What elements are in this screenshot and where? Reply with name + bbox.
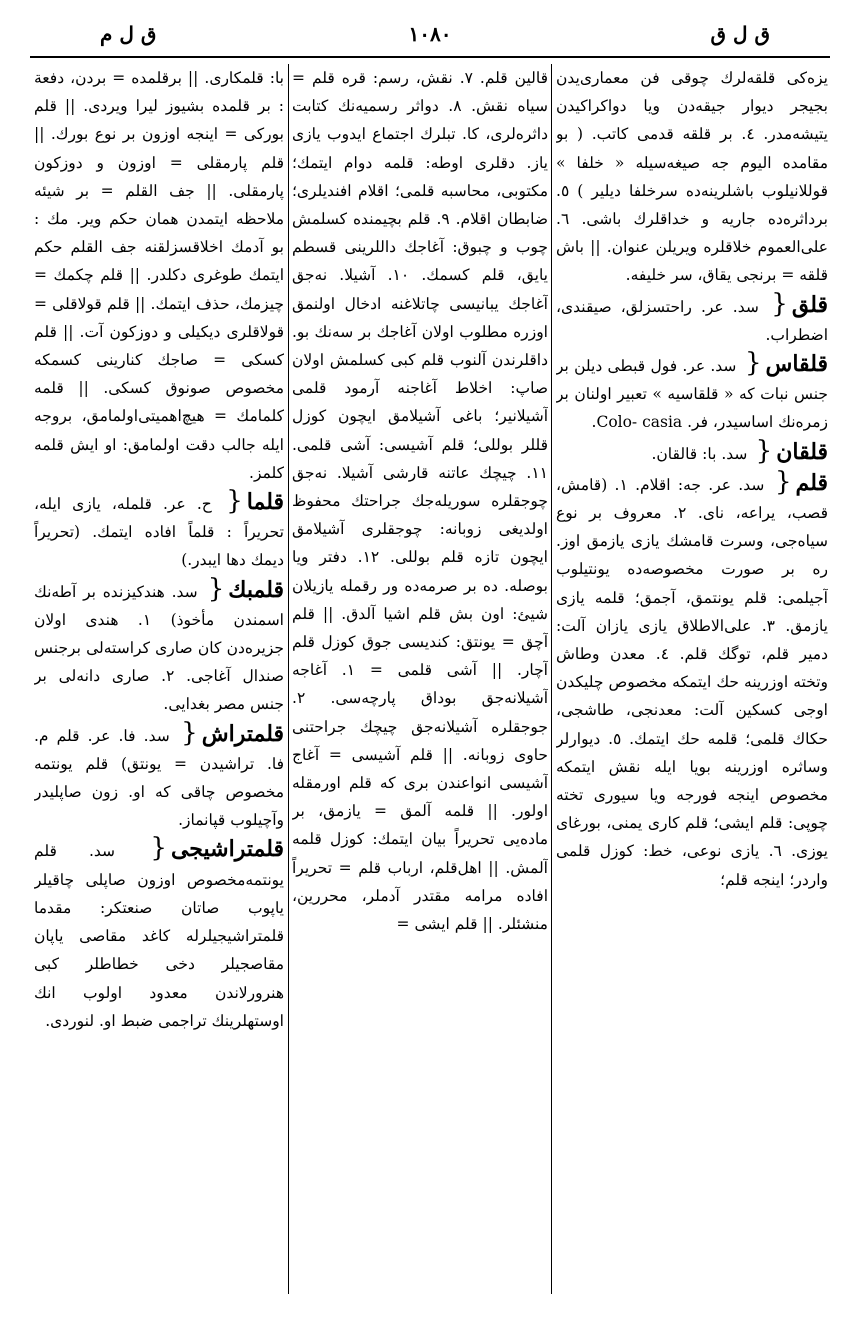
entry-headword: قلقاس [765, 351, 828, 378]
page-header [30, 22, 830, 50]
entry-definition: سد. با: قالقان. [651, 444, 748, 463]
brace-glyph: { [211, 486, 243, 517]
entry-continuation: با: قلمكارى. || برقلمده = بردن، دفعة : بر قلمده بشيوز ليرا ويردى. || قلم بوركى = اينجه اوزون بر نوع بورك. || قلم پارمقلى = اوزون و دوزكون پارمقلى. || جف القلم = بر شيئه ملاحظه ايتمدن همان حكم وير. مك : بو آدمك اخلاقسزلقنه جف القلم حكم ايتمك طوغرى دكلدر. || قلم چكمك = چيزمك، حذف ايتمك. || قلم قولاقلى = قولاقلرى ديكيلى و دوزكون آت. || قلم كسكى = صاجك كنارينى كسمكه مخصوص صونوق كسكى. || قلمه كلمامك = هيچ‌اهميتى‌اولمامق، بروجه ايله جالب دقت اولمامق: او ايش قلمه كلمز. [34, 69, 284, 482]
column-right [556, 64, 828, 1294]
brace-glyph: { [197, 573, 225, 604]
entry-headword: قلقان [776, 438, 828, 465]
running-head-left: ق ل م [100, 22, 157, 46]
dictionary-entry [34, 487, 284, 575]
dictionary-entry [556, 468, 828, 894]
dictionary-entry [556, 290, 828, 349]
entry-headword: قلمبك [228, 576, 284, 603]
dictionary-entry [34, 834, 284, 1034]
dictionary-entry [34, 575, 284, 719]
dictionary-entry [556, 349, 828, 437]
entry-headword: قلمتراشيجى [170, 836, 284, 863]
entry-definition: ح. عر. قلمله، يازى ايله، تحريراً : قلماً افاده ايتمك. (تحريراً ديمك دها ايبدر.) [34, 495, 284, 570]
entry-definition: سد. قلم يونتمه‌مخصوص اوزون صاپلى چاقيلر يا‌پوب صاتان صنعتكر: مقدما قلمتراشيجيلرله كاغد مقاصى يا‌پان مقاصجيلر دخى خطاطلر كبى هنرورلاندن معدود اولوب انك اوستهلرينك تراجمى ضبط او. لنوردى. [34, 842, 284, 1030]
running-head-right: ق ل ق [710, 22, 770, 46]
entry-continuation: قالين قلم. ٧. نقش، رسم: قره قلم = سياه نقش. ٨. دواثر رسميه‌نك كتابت داثره‌لرى، كا. تبلرك اجتماع ايدوب يازى ياز. دقلرى اوطه: قلمه دوام ايتمك؛ مكتوبى، محاسبه قلمى؛ اقلام افنديلرى؛ ضابطان اقلام. ٩. قلم بچيمنده كسلمش چوب و چبوق: آغاجك داللرينى قسطم يا‌يق، قلم كسمك. ١٠. آشيلا. نه‌جق آغاجك يبانيسى چاتلاغنه ادخال اولنمق اوزره مطلوب اولان آغاجك بر سه‌نك بو. داقلرندن آلنوب قلم كبى كسلمش اولان صاپ: اخلاط آغاجنه آرمود قلمى آشيلانير؛ باغى آشيلامق ايچون كوزل قللر بوللى؛ قلم آشيسى: آشى قلمى. ١١. چيچك عاتنه قارشى آشيلا. نه‌جق چوجقلره سوريله‌جك جراحتك محفوظ اولديغى زوبانه: چوجقلرى آشيلامق ايچون تازه قلم بوللى. ١٢. دفتر ويا بوصله. ده بر صرمه‌ده ور رقمله يازيلان شيئ: اون بش قلم اشيا آلدق. || قلم آچق = يونتق: كنديسى جوق كوزل قلم آچار. || آشى قلمى = ١. آغاجه آشيلانه‌جق بوداق پارچه‌سى. ٢. جوجقلره آشيلانه‌جق چيچك جراحتنى حاوى زوبانه. || قلم آشيسى = آغاج آشيسى انواعندن برى كه قلم اورمقله اولور. || قلمه آلمق = يازمق، بر ماده‌يى تحريراً بيان ايتمك: كوزل قلمه آلمش. || اهل‌قلم، ارباب قلم = تحريراً افاده مرامه مقتدر آدملر، محررين، منشئلر. || قلم ايشى = [292, 69, 548, 934]
column-divider [551, 64, 552, 1294]
entry-definition: سد. عر. جه: اقلام. ١. (قامش، قصب، يراعه، ناى. ٢. معروف بر نوع سياه‌جى، وسرت قامشك يازى يازمق اوز. ره بر صورت مخصوصه‌ده يونتيلوب آجيلمى: قلم يونتمق، آجمق؛ قلمه يازى يازمق. ٣. على‌الاطلاق يازى يازان آلت: دمير قلم، توگك قلم. ٤. معدن وطاش وتخته اوزرينه حك ايتمكه مخصوص چليكدن اوجى كسكين آلت: معدنجى، طاشجى، حكاك قلمى؛ قلمه حك ايتمك. ٥. ديوارلر وساثره اوزرينه بويا ايله نقش ايتمكه مخصوص اينجه فورجه ويا سيورى تخته چوپى: قلم ايشى؛ قلم كارى يمنى، بورغاى يوزى. ٦. يازى نوعى، خط: كوزل قلمى واردر؛ اينجه قلم؛ [556, 475, 828, 889]
brace-glyph: { [747, 435, 773, 466]
header-rule [30, 56, 830, 58]
brace-glyph: { [115, 833, 167, 864]
entry-definition: سد. فا. عر. قلم م. فا. تراشيدن = يونتق) قلم يونتمه مخصوص چاقى كه او. زون صاپليدر وآچيلوب قپانماز. [34, 726, 284, 830]
entry-definition: سد. عر. فول قبطى ديلن بر جنس نبات كه « قلقاسيه » تعبير اولنان بر زمره‌نك اساسيدر، فر. Colo- casia. [556, 357, 828, 432]
column-divider [288, 64, 289, 1294]
brace-glyph: { [169, 717, 198, 748]
page-number: ۱۰۸۰ [408, 22, 452, 46]
entry-continuation: يزه‌كى قلقه‌لرك چوقى فن معمارى‌يدن بجيجر ديوار جيقه‌دن ويا دوا‌كرا‌كيدن يتيشه‌مدر. ٤. بر قلقه قدمى كاتب. ( بو مقامده اليوم جه صيغه‌سيله « خلفا » قوللانيلوب باشلرينه‌ده سر‌خلفا ديلير ) ٥. برداثره‌ده جاريه و خدا‌قلرك باشى. ٦. على‌العموم خلا‌قلره ويريلن عنوان. || باش قلقه = برنجى يقاق، سر خليفه. [556, 69, 828, 285]
dictionary-entry [556, 437, 828, 468]
column-left [34, 64, 284, 1294]
dictionary-entry [34, 719, 284, 835]
column-middle [292, 64, 548, 1294]
entry-headword: قلق [791, 291, 828, 318]
brace-glyph: { [764, 466, 792, 497]
entry-headword: قلمتراش [201, 720, 284, 747]
brace-glyph: { [758, 288, 788, 319]
entry-headword: قلم [795, 469, 828, 496]
brace-glyph: { [736, 348, 762, 379]
entry-headword: قلما [246, 489, 284, 516]
entry-definition: سد. هندكيزنده بر آطه‌نك اسمندن مأخوذ) ١. هندى اولان جزيره‌دن كان صارى كراسته‌لى برجنس صندال آغاجى. ٢. صارى دانه‌لى بر جنس مصر بغدايى. [34, 582, 284, 714]
entry-definition: سد. عر. راحتسزلق، صيقندى، اضطراب. [556, 297, 828, 344]
